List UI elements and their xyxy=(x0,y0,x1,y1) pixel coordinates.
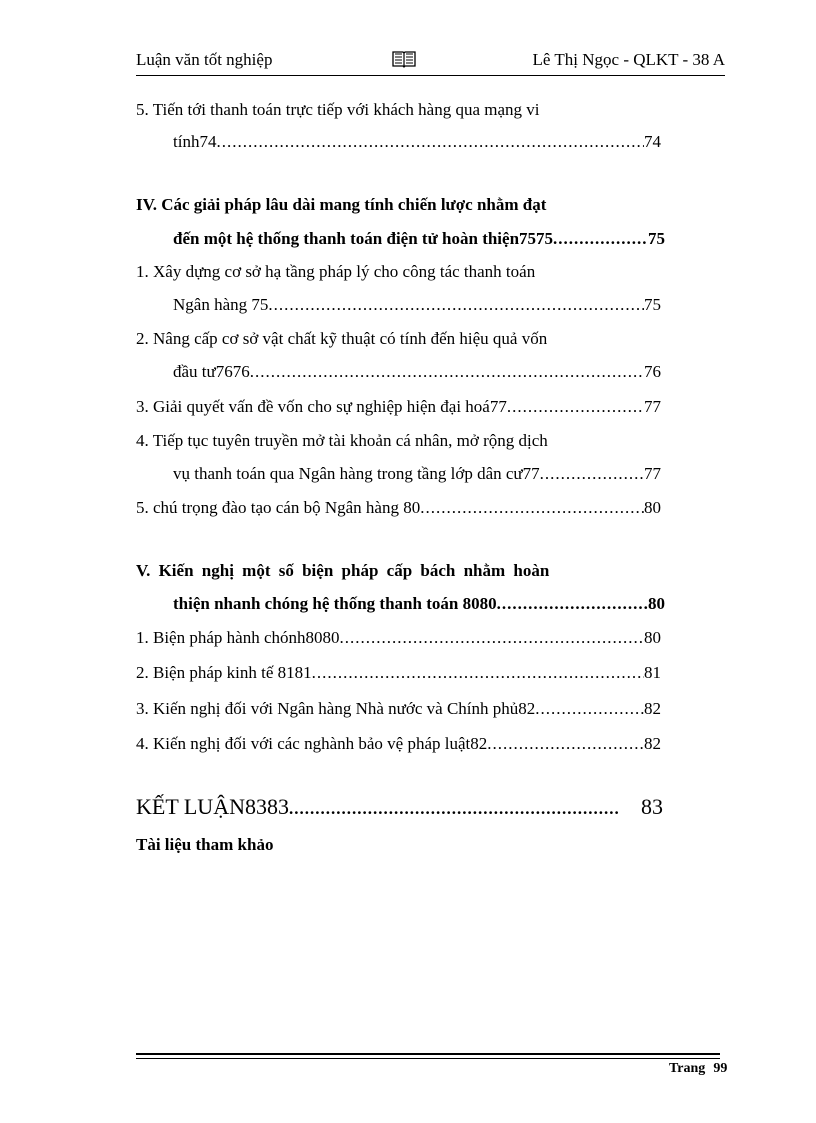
toc-entry-4-5 xyxy=(136,496,661,520)
toc-entry-4-2-line1: 2. Nâng cấp cơ sở vật chất kỹ thuật có tính đến hiệu quả vốn xyxy=(136,329,548,348)
toc-entry-text: vụ thanh toán qua Ngân hàng trong tầng lớp dân cư77 xyxy=(173,464,540,483)
toc-entry-5-2 xyxy=(136,661,661,685)
dot-leader xyxy=(268,293,644,317)
toc-entry-text: 3. Giải quyết vấn đề vốn cho sự nghiệp hiện đại hoá77 xyxy=(136,397,507,416)
toc-page-number: 80 xyxy=(648,594,665,613)
toc-page-number: 75 xyxy=(648,229,665,248)
toc-page-number: 80 xyxy=(644,498,661,517)
footer-label: Trang xyxy=(669,1061,706,1076)
header-thesis-title: Luận văn tốt nghiệp xyxy=(136,50,273,69)
toc-entry-text: Ngân hàng 75 xyxy=(173,295,269,314)
footer-divider-thin xyxy=(136,1058,720,1059)
dot-leader xyxy=(507,395,644,419)
toc-section-iv xyxy=(173,227,665,251)
dot-leader xyxy=(487,732,644,756)
toc-entry-text: đầu tư7676 xyxy=(173,362,250,381)
toc-references: Tài liệu tham khảo xyxy=(136,835,274,854)
toc-entry-text: thiện nhanh chóng hệ thống thanh toán 8080 xyxy=(173,594,497,613)
toc-entry-e5-line1: 5. Tiến tới thanh toán trực tiếp với khách hàng qua mạng vi xyxy=(136,100,540,119)
toc-entry-4-3 xyxy=(136,395,661,419)
footer-divider-thick xyxy=(136,1053,720,1055)
dot-leader xyxy=(497,592,648,616)
toc-page-number: 82 xyxy=(644,734,661,753)
dot-leader xyxy=(535,697,644,721)
toc-entry-text: đến một hệ thống thanh toán điện tử hoàn thiện7575 xyxy=(173,229,554,248)
toc-entry-4-4 xyxy=(173,462,661,486)
toc-conclusion xyxy=(136,792,663,826)
dot-leader xyxy=(420,496,644,520)
dot-leader xyxy=(540,462,644,486)
toc-entry-text: 2. Biện pháp kinh tế 8181 xyxy=(136,663,312,682)
toc-entry-text: tính74 xyxy=(173,132,217,151)
toc-entry-4-2 xyxy=(173,360,661,384)
toc-page-number: 83 xyxy=(641,794,663,819)
toc-entry-5-3 xyxy=(136,697,661,721)
toc-page-number: 75 xyxy=(644,295,661,314)
toc-page-number: 82 xyxy=(644,699,661,718)
toc-page-number: 74 xyxy=(644,132,661,151)
toc-entry-5-1 xyxy=(136,626,661,650)
toc-entry-4-1-line1: 1. Xây dựng cơ sở hạ tầng pháp lý cho công tác thanh toán xyxy=(136,262,536,281)
toc-entry-text: 3. Kiến nghị đối với Ngân hàng Nhà nước và Chính phủ82 xyxy=(136,699,536,718)
toc-section-v xyxy=(173,592,665,616)
page-footer xyxy=(669,1059,727,1079)
toc-entry-text: KẾT LUẬN8383 xyxy=(136,794,289,819)
dot-leader xyxy=(216,130,644,154)
dot-leader xyxy=(553,227,648,251)
toc-entry-5-4 xyxy=(136,732,661,756)
toc-page-number: 76 xyxy=(644,362,661,381)
toc-page-number: 77 xyxy=(644,464,661,483)
toc-page-number: 81 xyxy=(644,663,661,682)
dot-leader xyxy=(312,661,644,685)
page-number: 99 xyxy=(713,1061,728,1076)
toc-section-iv-line1: IV. Các giải pháp lâu dài mang tính chiến lược nhằm đạt xyxy=(136,195,547,214)
toc-page-number: 80 xyxy=(644,628,661,647)
toc-entry-e5 xyxy=(173,130,661,154)
header-author: Lê Thị Ngọc - QLKT - 38 A xyxy=(532,50,725,69)
dot-leader xyxy=(289,792,619,826)
toc-entry-4-4-line1: 4. Tiếp tục tuyên truyền mở tài khoản cá nhân, mở rộng dịch xyxy=(136,431,548,450)
toc-section-v-line1: V. Kiến nghị một số biện pháp cấp bách nhằm hoàn xyxy=(136,561,550,580)
dot-leader xyxy=(250,360,644,384)
dot-leader xyxy=(340,626,645,650)
toc-page-number: 77 xyxy=(644,397,661,416)
toc-entry-text: 1. Biện pháp hành chónh8080 xyxy=(136,628,340,647)
toc-entry-text: 5. chú trọng đào tạo cán bộ Ngân hàng 80 xyxy=(136,498,421,517)
toc-entry-4-1 xyxy=(173,293,661,317)
toc-entry-text: 4. Kiến nghị đối với các nghành bảo vệ pháp luật82 xyxy=(136,734,488,753)
